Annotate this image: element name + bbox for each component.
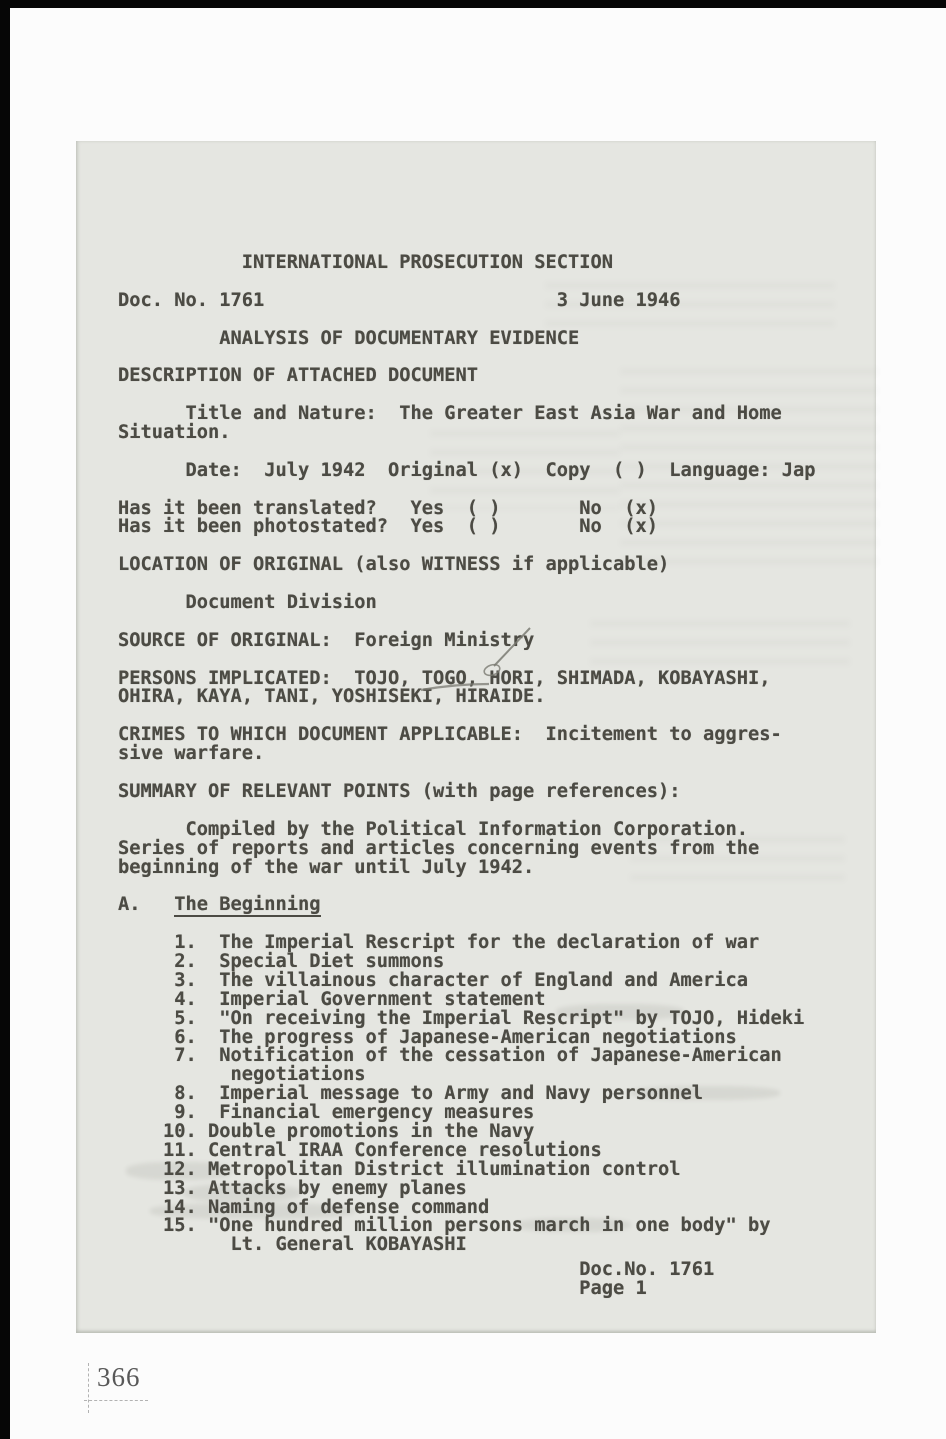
text-line: 6. The progress of Japanese-American negotiations (118, 1026, 737, 1048)
text-line: ANALYSIS OF DOCUMENTARY EVIDENCE (118, 327, 580, 349)
text-line: Doc.No. 1761 (118, 1259, 715, 1281)
text-line: 1. The Imperial Rescript for the declaration of war (118, 932, 760, 954)
text-line: 7. Notification of the cessation of Japanese-American (118, 1045, 782, 1067)
text-line: Lt. General KOBAYASHI (118, 1234, 467, 1256)
text-line: SUMMARY OF RELEVANT POINTS (with page references): (118, 780, 681, 802)
text-line: Doc. No. 1761 3 June 1946 (118, 289, 681, 311)
text-line: 8. Imperial message to Army and Navy personnel (118, 1083, 704, 1105)
text-line: Compiled by the Political Information Corporation. (118, 818, 749, 840)
text-line: 2. Special Diet summons (118, 950, 445, 972)
text-line: Has it been translated? Yes ( ) No (x) (118, 497, 659, 519)
text-line: 13. Attacks by enemy planes (118, 1177, 467, 1199)
text-line: sive warfare. (118, 743, 265, 765)
text-line: 12. Metropolitan District illumination control (118, 1158, 681, 1180)
text-line (118, 651, 876, 670)
document-paper (76, 141, 876, 1333)
text-line (118, 443, 876, 462)
scanner-edge-top (0, 0, 946, 8)
text-line (118, 896, 876, 915)
text-line: Date: July 1942 Original (x) Copy ( ) Language: Jap (118, 459, 816, 481)
text-line: Situation. (118, 422, 231, 444)
text-line: CRIMES TO WHICH DOCUMENT APPLICABLE: Incitement to aggres- (118, 724, 782, 746)
text-line: 4. Imperial Government statement (118, 988, 546, 1010)
text-line: SOURCE OF ORIGINAL: Foreign Ministry (118, 629, 535, 651)
text-line: INTERNATIONAL PROSECUTION SECTION (118, 252, 614, 273)
text-line: 5. "On receiving the Imperial Rescript" by TOJO, Hideki (118, 1007, 805, 1029)
text-line: beginning of the war until July 1942. (118, 856, 535, 878)
underlined-heading: The Beginning (174, 894, 321, 916)
text-line: Title and Nature: The Greater East Asia War and Home (118, 403, 782, 425)
page-number-stamp: 366 (97, 1362, 141, 1392)
text-line: Series of reports and articles concerning events from the (118, 837, 760, 859)
text-line: 9. Financial emergency measures (118, 1102, 535, 1124)
text-line: 3. The villainous character of England and America (118, 969, 749, 991)
text-line: 11. Central IRAA Conference resolutions (118, 1139, 602, 1161)
text-line: DESCRIPTION OF ATTACHED DOCUMENT (118, 365, 479, 387)
heading-prefix: A. (118, 894, 175, 916)
text-line: Document Division (118, 592, 377, 614)
text-line: 10. Double promotions in the Navy (118, 1120, 535, 1142)
text-line: PERSONS IMPLICATED: TOJO, TOGO, HORI, SHIMADA, KOBAYASHI, (118, 667, 771, 689)
text-line (118, 311, 876, 330)
text-line: Has it been photostated? Yes ( ) No (x) (118, 516, 659, 538)
text-line: LOCATION OF ORIGINAL (also WITNESS if applicable) (118, 554, 670, 576)
text-line (118, 613, 876, 632)
crop-mark (84, 1400, 148, 1401)
crop-mark (88, 1363, 89, 1413)
text-line: negotiations (118, 1064, 366, 1086)
text-line (118, 273, 876, 292)
text-line: OHIRA, KAYA, TANI, YOSHISEKI, HIRAIDE. (118, 686, 546, 708)
typewritten-text (118, 254, 876, 1299)
text-line (118, 481, 876, 500)
text-line: Page 1 (118, 1278, 647, 1300)
text-line: 14. Naming of defense command (118, 1196, 490, 1218)
text-line: 15. "One hundred million persons march in one body" by (118, 1215, 771, 1237)
scanner-edge-left (0, 0, 10, 1439)
text-line (118, 802, 876, 821)
